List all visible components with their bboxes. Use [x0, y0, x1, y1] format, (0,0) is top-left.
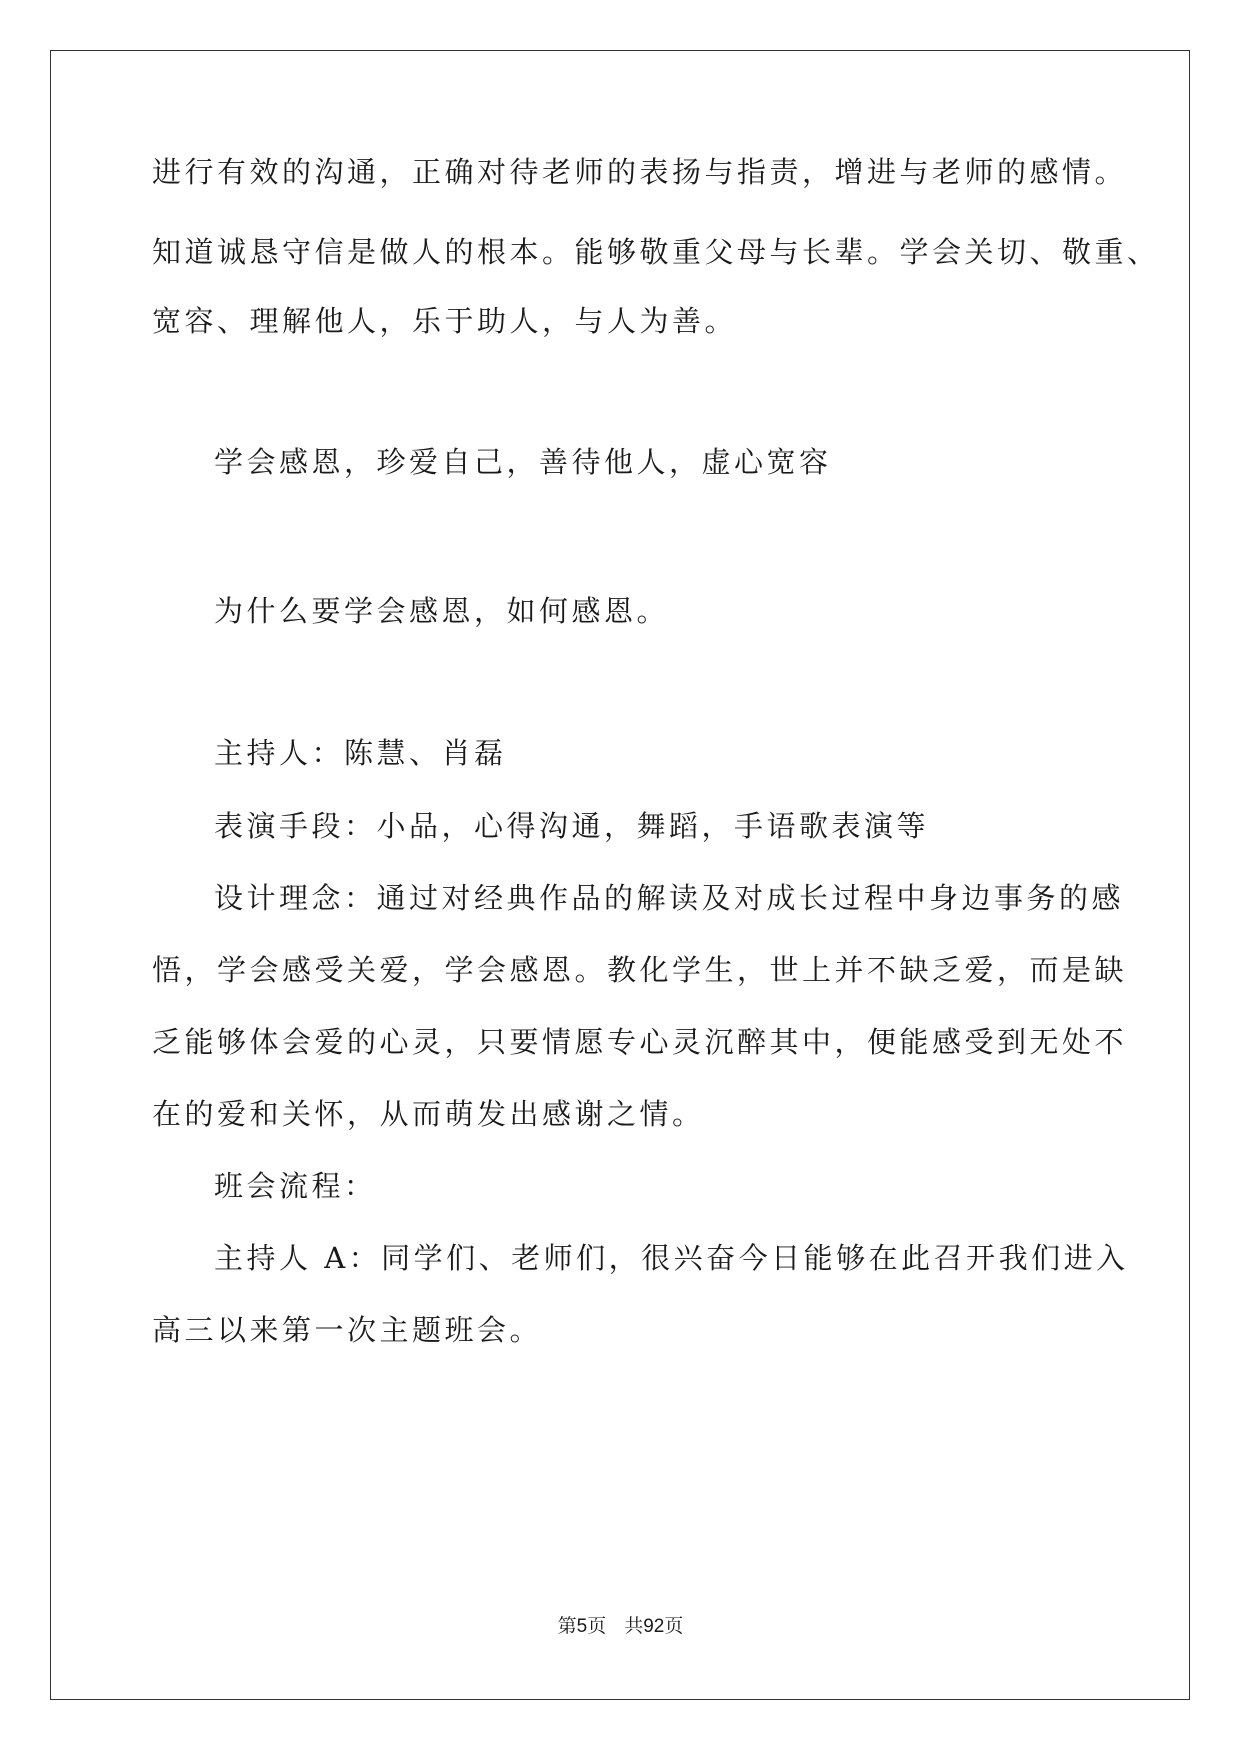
text-line: 知道诚恳守信是做人的根本。能够敬重父母与长辈。学会关切、敬重、 [152, 235, 1160, 269]
text-line: 乏能够体会爱的心灵，只要情愿专心灵沉醉其中，便能感受到无处不 [152, 1025, 1128, 1059]
text-line: 学会感恩，珍爱自己，善待他人，虚心宽容 [214, 445, 832, 479]
text-line: 悟，学会感受关爱，学会感恩。教化学生，世上并不缺乏爱，而是缺 [152, 953, 1128, 987]
footer-page-number: 5 [576, 1616, 588, 1637]
text-line: 主持人 A：同学们、老师们，很兴奋今日能够在此召开我们进入 [214, 1241, 1129, 1275]
text-line: 主持人：陈慧、肖磊 [214, 736, 507, 770]
text-line: 为什么要学会感恩，如何感恩。 [214, 594, 670, 628]
footer-page-prefix: 第 [557, 1615, 577, 1637]
text-line: 表演手段：小品，心得沟通，舞蹈，手语歌表演等 [214, 809, 930, 843]
text-line: 班会流程： [214, 1169, 377, 1203]
footer-page-suffix: 页 [587, 1615, 607, 1637]
text-line: 进行有效的沟通，正确对待老师的表扬与指责，增进与老师的感情。 [152, 155, 1128, 189]
text-line: 宽容、理解他人，乐于助人，与人为善。 [152, 304, 738, 338]
footer-total-suffix: 页 [664, 1615, 684, 1637]
footer-total-number: 92 [643, 1616, 665, 1637]
page-footer [0, 1614, 1241, 1639]
text-line: 高三以来第一次主题班会。 [152, 1313, 543, 1347]
page-border [50, 50, 1190, 1700]
text-line: 在的爱和关怀，从而萌发出感谢之情。 [152, 1097, 705, 1131]
footer-total-prefix: 共 [624, 1615, 644, 1637]
text-line: 设计理念：通过对经典作品的解读及对成长过程中身边事务的感 [214, 881, 1125, 915]
